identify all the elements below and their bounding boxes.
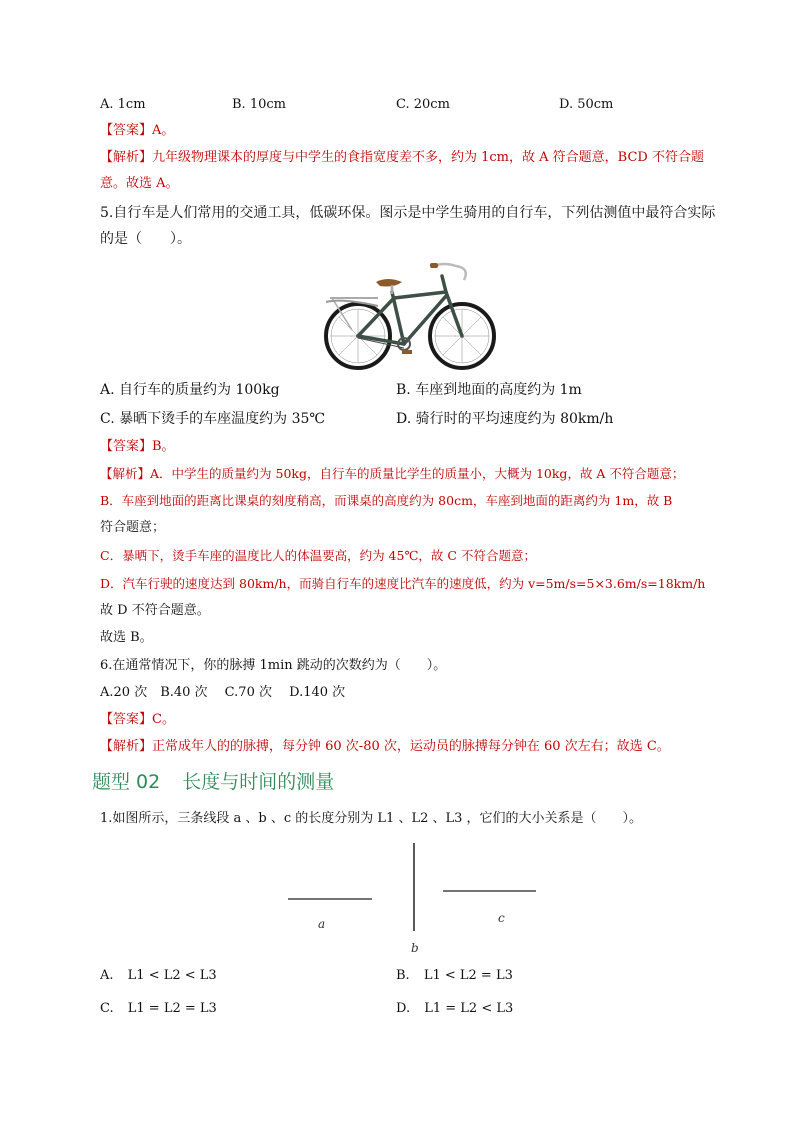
q5-option-c: C. 暴晒下烫手的车座温度约为 35℃: [100, 411, 326, 427]
pedal: [402, 350, 412, 354]
q4-option-b: B. 10cm: [232, 97, 286, 112]
q5-analysis-line2: B．车座到地面的距离比课桌的刻度稍高，而课桌的高度约为 80cm，车座到地面的距离约为 1m，故 B: [100, 493, 673, 508]
q5-stem-line2: 的是（ ）。: [100, 231, 191, 247]
q1-option-d: [396, 999, 513, 1019]
q5-analysis-line4: C．暴晒下，烫手车座的温度比人的体温要高，约为 45℃，故 C 不符合题意；: [100, 548, 536, 563]
q6-options: A.20 次 B.40 次 C.70 次 D.140 次: [100, 685, 346, 700]
handlebar: [434, 264, 466, 280]
q5-option-a: A. 自行车的质量约为 100kg: [100, 382, 280, 398]
q6-stem: 6.在通常情况下，你的脉搏 1min 跳动的次数约为（ ）。: [100, 658, 447, 673]
q4-option-a: A. 1cm: [100, 97, 146, 112]
line-segments-figure: [280, 835, 550, 955]
q4-option-d: D. 50cm: [559, 97, 614, 112]
bicycle-image: [322, 258, 500, 372]
q1-stem: 1.如图所示，三条线段 a 、b 、c 的长度分别为 L1 、L2 、L3 ，它们的大小关系是（ ）。: [100, 811, 643, 826]
q5-option-b: B. 车座到地面的高度约为 1m: [396, 382, 582, 398]
q6-answer: 【答案】C。: [100, 712, 175, 727]
q1-option-a-relation: L1 < L2 < L3: [127, 968, 217, 983]
q1-option-c: [100, 999, 217, 1019]
q1-option-a-letter: A.: [100, 968, 114, 983]
q5-analysis-line3: 符合题意；: [100, 520, 166, 535]
q1-option-b-relation: L1 < L2 = L3: [423, 968, 513, 983]
q1-option-d-letter: D.: [396, 1001, 411, 1016]
q5-stem-line1: 5.自行车是人们常用的交通工具，低碳环保。图示是中学生骑用的自行车，下列估测值中最符合实际: [100, 205, 716, 221]
label-b: b: [411, 941, 419, 955]
q6-analysis: 【解析】正常成年人的的脉搏，每分钟 60 次-80 次，运动员的脉搏每分钟在 60 次左右；故选 C。: [100, 739, 670, 754]
q1-option-d-relation: L1 = L2 < L3: [424, 1001, 514, 1016]
q1-option-b: [396, 966, 513, 986]
q1-option-c-relation: L1 = L2 = L3: [127, 1001, 217, 1016]
section-title: 长度与时间的测量: [182, 771, 335, 793]
q4-answer: 【答案】A。: [100, 123, 175, 138]
q1-option-b-letter: B.: [396, 968, 410, 983]
label-c: c: [498, 911, 505, 925]
q1-option-c-letter: C.: [100, 1001, 114, 1016]
label-a: a: [318, 917, 326, 931]
q4-option-c: C. 20cm: [396, 97, 450, 112]
section-heading: [92, 767, 334, 794]
q1-option-a: [100, 966, 217, 986]
q5-analysis-line5: D．汽车行驶的速度达到 80km/h，而骑自行车的速度比汽车的速度低，约为 v=5m/s=5×3.6m/s=18km/h: [100, 576, 706, 591]
q4-analysis-line2: 意。故选 A。: [100, 176, 179, 191]
q5-option-d: D. 骑行时的平均速度约为 80km/h: [396, 411, 614, 427]
section-number: 题型 02: [92, 771, 161, 793]
q5-analysis-line7: 故选 B。: [100, 630, 153, 645]
q4-analysis-line1: 【解析】九年级物理课本的厚度与中学生的食指宽度差不多，约为 1cm，故 A 符合题意，BCD 不符合题: [100, 150, 704, 165]
q5-analysis-line6: 故 D 不符合题意。: [100, 603, 210, 618]
q5-answer: 【答案】B。: [100, 439, 175, 454]
saddle: [376, 279, 402, 287]
q5-analysis-line1: 【解析】A．中学生的质量约为 50kg，自行车的质量比学生的质量小，大概为 10kg，故 A 不符合题意；: [100, 466, 685, 481]
